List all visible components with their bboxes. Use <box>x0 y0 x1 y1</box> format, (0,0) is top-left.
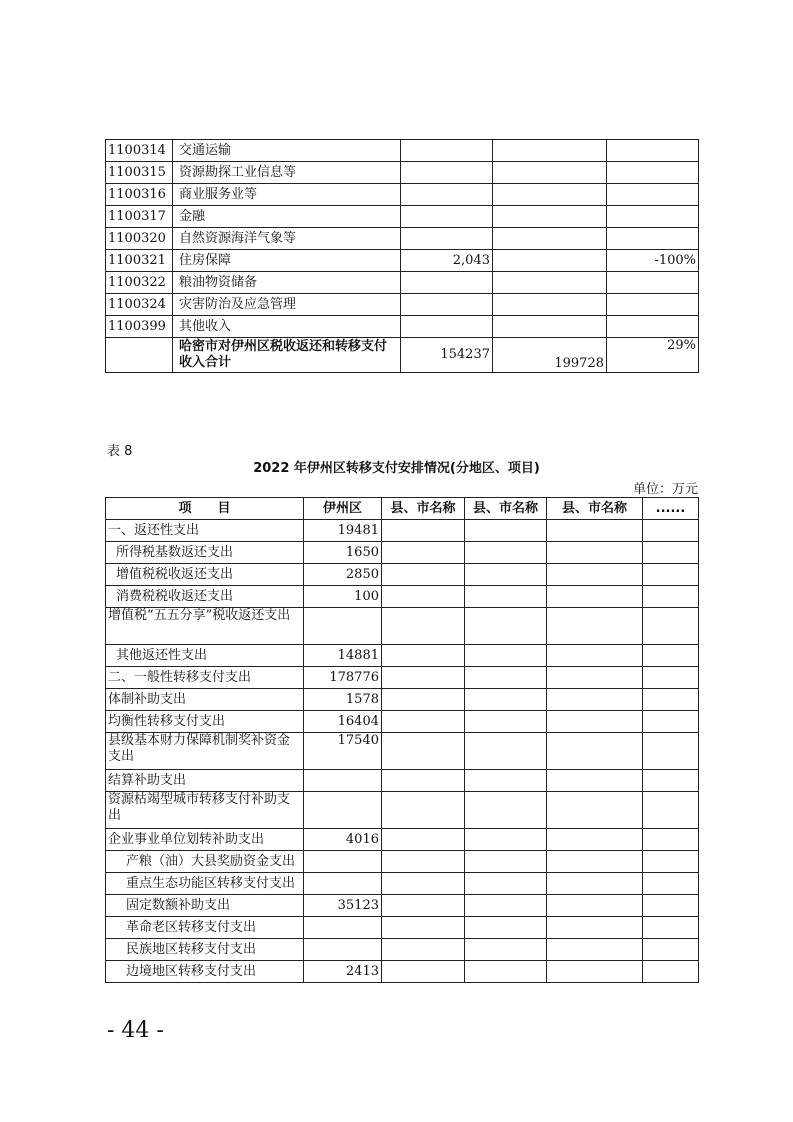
row-code: 1100320 <box>106 228 173 250</box>
empty-cell <box>547 667 643 689</box>
empty-cell <box>547 689 643 711</box>
table-title: 2022 年伊州区转移支付安排情况(分地区、项目) <box>253 461 540 476</box>
table-row <box>106 711 699 733</box>
table-number: 表 8 <box>107 444 133 459</box>
row-name: 粮油物资储备 <box>173 272 401 294</box>
table-row <box>106 608 699 645</box>
table-row <box>106 645 699 667</box>
table-row <box>106 206 699 228</box>
empty-cell <box>547 961 643 983</box>
empty-cell <box>382 733 465 770</box>
empty-cell <box>382 829 465 851</box>
table-row <box>106 895 699 917</box>
table-row <box>106 162 699 184</box>
row-value <box>401 272 493 294</box>
empty-cell <box>382 770 465 792</box>
empty-cell <box>382 851 465 873</box>
empty-cell <box>382 608 465 645</box>
empty-cell <box>547 895 643 917</box>
empty-cell <box>547 851 643 873</box>
empty-cell <box>547 645 643 667</box>
table-row <box>106 228 699 250</box>
header-cell: 伊州区 <box>304 498 382 520</box>
empty-cell <box>465 564 547 586</box>
empty-cell <box>547 542 643 564</box>
empty-cell <box>382 586 465 608</box>
empty-cell <box>465 770 547 792</box>
empty-cell <box>465 608 547 645</box>
table-row <box>106 272 699 294</box>
empty-cell <box>643 645 699 667</box>
empty-cell <box>465 851 547 873</box>
row-percent <box>607 140 699 162</box>
table-row <box>106 316 699 338</box>
header-cell: 县、市名称 <box>547 498 643 520</box>
empty-cell <box>382 520 465 542</box>
table-row <box>106 250 699 272</box>
empty-cell <box>643 770 699 792</box>
row-name: 均衡性转移支付支出 <box>106 711 304 733</box>
row-value: 17540 <box>304 733 382 770</box>
row-value: 178776 <box>304 667 382 689</box>
empty-cell <box>643 829 699 851</box>
row-value <box>304 608 382 645</box>
empty-cell <box>547 917 643 939</box>
table-row <box>106 873 699 895</box>
row-name: 固定数额补助支出 <box>106 895 304 917</box>
row-name: 产粮（油）大县奖励资金支出 <box>106 851 304 873</box>
empty-cell <box>465 586 547 608</box>
empty-cell <box>643 564 699 586</box>
row-value <box>304 939 382 961</box>
empty-cell <box>382 542 465 564</box>
empty-cell <box>465 711 547 733</box>
table-row <box>106 520 699 542</box>
table-row <box>106 770 699 792</box>
row-value: 14881 <box>304 645 382 667</box>
empty-cell <box>382 564 465 586</box>
empty-cell <box>382 792 465 829</box>
empty-cell <box>547 829 643 851</box>
total-value: 154237 <box>401 338 493 373</box>
table-row <box>106 542 699 564</box>
row-name: 商业服务业等 <box>173 184 401 206</box>
row-name: 交通运输 <box>173 140 401 162</box>
row-name: 住房保障 <box>173 250 401 272</box>
empty-cell <box>643 520 699 542</box>
empty-cell <box>643 608 699 645</box>
header-cell: 县、市名称 <box>382 498 465 520</box>
table-row <box>106 689 699 711</box>
empty-cell <box>547 733 643 770</box>
empty-cell <box>382 939 465 961</box>
table-row <box>106 917 699 939</box>
empty-cell <box>382 873 465 895</box>
empty-cell <box>547 608 643 645</box>
empty-cell <box>382 711 465 733</box>
row-value: 35123 <box>304 895 382 917</box>
table-row <box>106 294 699 316</box>
row-name: 县级基本财力保障机制奖补资金支出 <box>106 733 304 770</box>
transfer-table <box>105 497 699 983</box>
row-value <box>401 184 493 206</box>
row-value: 4016 <box>304 829 382 851</box>
header-cell: ...... <box>643 498 699 520</box>
row-name: 所得税基数返还支出 <box>106 542 304 564</box>
empty-cell <box>465 961 547 983</box>
row-name: 重点生态功能区转移支付支出 <box>106 873 304 895</box>
row-value <box>304 770 382 792</box>
empty-cell <box>643 792 699 829</box>
row-code: 1100322 <box>106 272 173 294</box>
row-value <box>304 851 382 873</box>
row-value <box>401 294 493 316</box>
row-value <box>304 917 382 939</box>
row-name: 二、一般性转移支付支出 <box>106 667 304 689</box>
empty-cell <box>643 542 699 564</box>
table-row <box>106 140 699 162</box>
row-value: 2,043 <box>401 250 493 272</box>
row-value <box>493 184 607 206</box>
header-cell: 项 目 <box>106 498 304 520</box>
row-name: 结算补助支出 <box>106 770 304 792</box>
row-name: 增值税“五五分享”税收返还支出 <box>106 608 304 645</box>
row-value <box>493 272 607 294</box>
row-value: 1650 <box>304 542 382 564</box>
total-row <box>106 338 699 373</box>
row-name: 边境地区转移支付支出 <box>106 961 304 983</box>
empty-cell <box>643 939 699 961</box>
row-code: 1100316 <box>106 184 173 206</box>
empty-cell <box>643 851 699 873</box>
page-number: - 44 - <box>107 1018 164 1043</box>
row-value: 1578 <box>304 689 382 711</box>
row-value <box>401 316 493 338</box>
row-name: 资源枯竭型城市转移支付补助支出 <box>106 792 304 829</box>
table-row <box>106 961 699 983</box>
income-table <box>105 139 699 373</box>
row-percent <box>607 206 699 228</box>
row-value <box>493 140 607 162</box>
total-value: 199728 <box>493 338 607 373</box>
empty-cell <box>465 829 547 851</box>
table-row <box>106 851 699 873</box>
empty-cell <box>643 667 699 689</box>
empty-cell <box>382 645 465 667</box>
row-percent <box>607 162 699 184</box>
row-value <box>401 228 493 250</box>
empty-cell <box>547 711 643 733</box>
header-row <box>106 498 699 520</box>
unit-label: 单位：万元 <box>632 482 698 497</box>
empty-cell <box>465 733 547 770</box>
row-name: 其他返还性支出 <box>106 645 304 667</box>
row-name: 革命老区转移支付支出 <box>106 917 304 939</box>
row-code: 1100399 <box>106 316 173 338</box>
empty-cell <box>465 917 547 939</box>
empty-cell <box>547 564 643 586</box>
row-value <box>401 162 493 184</box>
row-value <box>493 250 607 272</box>
row-percent: -100% <box>607 250 699 272</box>
empty-cell <box>547 873 643 895</box>
row-code: 1100324 <box>106 294 173 316</box>
row-name: 企业事业单位划转补助支出 <box>106 829 304 851</box>
row-code: 1100317 <box>106 206 173 228</box>
table-row <box>106 586 699 608</box>
empty-cell <box>643 873 699 895</box>
row-percent <box>607 228 699 250</box>
total-code-cell <box>106 338 173 373</box>
empty-cell <box>465 792 547 829</box>
row-value: 100 <box>304 586 382 608</box>
row-value <box>401 140 493 162</box>
empty-cell <box>547 520 643 542</box>
table-row <box>106 667 699 689</box>
empty-cell <box>643 961 699 983</box>
row-percent <box>607 184 699 206</box>
empty-cell <box>465 895 547 917</box>
row-name: 其他收入 <box>173 316 401 338</box>
table-row <box>106 733 699 770</box>
row-name: 资源勘探工业信息等 <box>173 162 401 184</box>
row-code: 1100315 <box>106 162 173 184</box>
empty-cell <box>547 792 643 829</box>
row-value <box>493 162 607 184</box>
row-value: 2850 <box>304 564 382 586</box>
empty-cell <box>382 667 465 689</box>
empty-cell <box>547 770 643 792</box>
empty-cell <box>643 733 699 770</box>
row-code: 1100314 <box>106 140 173 162</box>
row-value <box>304 792 382 829</box>
empty-cell <box>643 895 699 917</box>
empty-cell <box>465 645 547 667</box>
empty-cell <box>547 939 643 961</box>
empty-cell <box>643 917 699 939</box>
header-cell: 县、市名称 <box>465 498 547 520</box>
table-row <box>106 939 699 961</box>
row-value <box>493 316 607 338</box>
row-code: 1100321 <box>106 250 173 272</box>
empty-cell <box>465 689 547 711</box>
row-name: 消费税税收返还支出 <box>106 586 304 608</box>
empty-cell <box>382 895 465 917</box>
row-name: 增值税税收返还支出 <box>106 564 304 586</box>
empty-cell <box>643 586 699 608</box>
row-value <box>493 206 607 228</box>
row-name: 金融 <box>173 206 401 228</box>
empty-cell <box>465 667 547 689</box>
empty-cell <box>382 917 465 939</box>
row-name: 灾害防治及应急管理 <box>173 294 401 316</box>
row-percent <box>607 316 699 338</box>
empty-cell <box>643 711 699 733</box>
row-value <box>493 294 607 316</box>
row-value <box>401 206 493 228</box>
row-value: 16404 <box>304 711 382 733</box>
row-name: 自然资源海洋气象等 <box>173 228 401 250</box>
row-percent <box>607 272 699 294</box>
table-row <box>106 564 699 586</box>
row-name: 民族地区转移支付支出 <box>106 939 304 961</box>
row-value <box>304 873 382 895</box>
empty-cell <box>465 939 547 961</box>
row-value <box>493 228 607 250</box>
row-name: 一、返还性支出 <box>106 520 304 542</box>
empty-cell <box>465 520 547 542</box>
empty-cell <box>465 542 547 564</box>
row-value: 19481 <box>304 520 382 542</box>
empty-cell <box>547 586 643 608</box>
total-label: 哈密市对伊州区税收返还和转移支付收入合计 <box>173 338 401 373</box>
empty-cell <box>465 873 547 895</box>
row-name: 体制补助支出 <box>106 689 304 711</box>
table-row <box>106 792 699 829</box>
total-percent: 29% <box>607 338 699 373</box>
empty-cell <box>382 961 465 983</box>
row-percent <box>607 294 699 316</box>
table-row <box>106 184 699 206</box>
empty-cell <box>643 689 699 711</box>
empty-cell <box>382 689 465 711</box>
table-row <box>106 829 699 851</box>
row-value: 2413 <box>304 961 382 983</box>
